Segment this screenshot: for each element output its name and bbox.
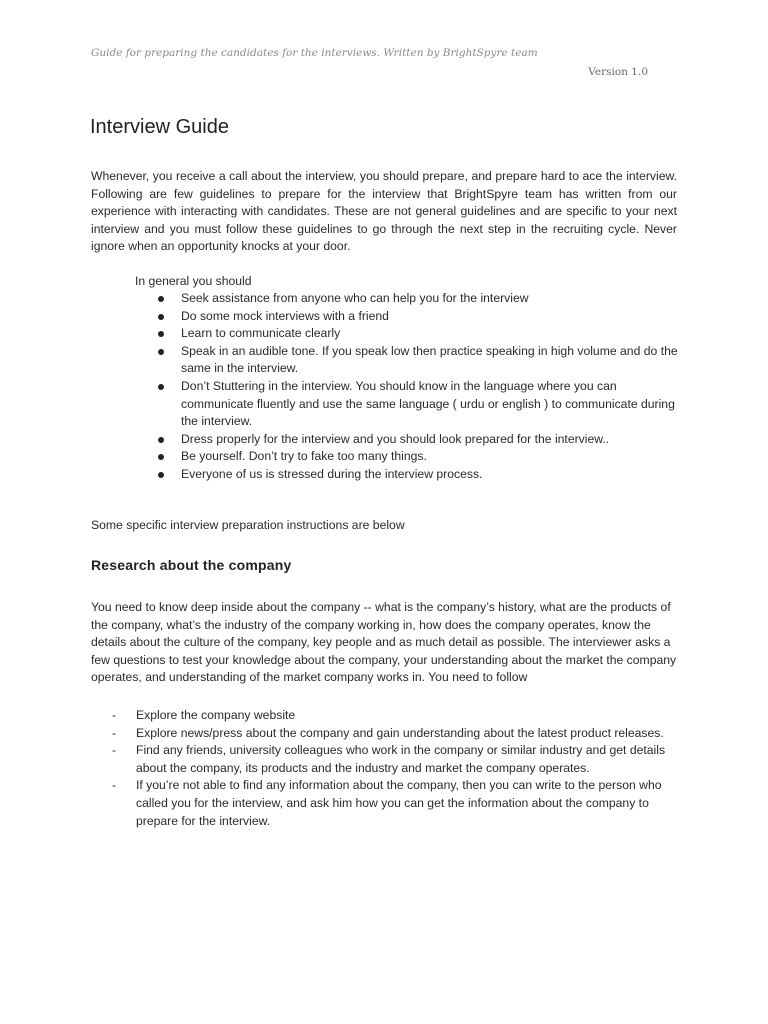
general-guidelines-list xyxy=(155,290,680,484)
list-item xyxy=(155,343,680,378)
version-label: Version 1.0 xyxy=(588,66,648,78)
list-item xyxy=(112,725,682,743)
page-title: Interview Guide xyxy=(90,116,229,138)
bullet-icon xyxy=(158,314,164,320)
dash-marker: - xyxy=(112,708,117,722)
bullet-icon xyxy=(158,384,164,390)
list-item xyxy=(155,290,680,308)
list-item-text: Don’t Stuttering in the interview. You should know in the language where you can communicate fluently and use the same language ( urdu or english ) to communicate during the interview. xyxy=(181,378,675,429)
header-note: Guide for preparing the candidates for the interviews. Written by BrightSpyre team xyxy=(91,47,538,59)
list-item xyxy=(155,431,680,449)
list-item xyxy=(155,466,680,484)
dash-marker: - xyxy=(112,743,117,758)
list-item-text: Learn to communicate clearly xyxy=(181,326,341,341)
list-item xyxy=(112,777,682,830)
list-item-text: Explore the company website xyxy=(136,708,296,722)
specific-intro: Some specific interview preparation instructions are below xyxy=(91,518,405,532)
research-steps-list xyxy=(112,707,682,830)
bullet-icon xyxy=(158,349,164,355)
list-item-text: Be yourself. Don’t try to fake too many things. xyxy=(181,449,427,464)
list-item-text: Everyone of us is stressed during the interview process. xyxy=(181,466,483,481)
list-item xyxy=(155,308,680,326)
general-lead: In general you should xyxy=(135,274,252,288)
list-item xyxy=(155,448,680,466)
research-paragraph: You need to know deep inside about the company -- what is the company’s history, what are the products of the company, what’s the industry of the company working in, how does the company operates, know the details about the culture of the company, key people and as much detail as possible. The interviewer asks a few questions to test your knowledge about the company, your understanding about the market the company operates, and understanding of the market company works in. You need to follow xyxy=(91,600,677,685)
dash-marker: - xyxy=(112,778,117,793)
bullet-icon xyxy=(158,472,164,478)
list-item xyxy=(155,378,680,431)
list-item-text: Do some mock interviews with a friend xyxy=(181,308,389,323)
list-item xyxy=(112,742,682,777)
bullet-icon xyxy=(158,437,164,443)
list-item-text: If you’re not able to find any information about the company, then you can write to the person who called you for the interview, and ask him how you can get the information about the company to prepare for the interview. xyxy=(136,778,662,828)
list-item xyxy=(155,325,680,343)
list-item xyxy=(112,707,682,725)
bullet-icon xyxy=(158,331,164,337)
list-item-text: Speak in an audible tone. If you speak low then practice speaking in high volume and do the same in the interview. xyxy=(181,343,678,376)
bullet-icon xyxy=(158,296,164,302)
bullet-icon xyxy=(158,454,164,460)
section-heading-research: Research about the company xyxy=(91,557,292,573)
intro-paragraph: Whenever, you receive a call about the interview, you should prepare, and prepare hard to ace the interview. Following are few guidelines to prepare for the interview that BrightSpyre team has written from our experience with interacting with candidates. These are not general guidelines and are specific to your next interview and you must follow these guidelines to go through the next step in the recruiting cycle. Never ignore when an opportunity knocks at your door. xyxy=(91,169,677,254)
dash-marker: - xyxy=(112,725,117,740)
list-item-text: Explore news/press about the company and gain understanding about the latest product releases. xyxy=(136,725,664,740)
list-item-text: Find any friends, university colleagues who work in the company or similar industry and get details about the company, its products and the industry and market the company operates. xyxy=(136,743,666,775)
list-item-text: Dress properly for the interview and you should look prepared for the interview.. xyxy=(181,431,610,446)
list-item-text: Seek assistance from anyone who can help you for the interview xyxy=(181,291,529,305)
